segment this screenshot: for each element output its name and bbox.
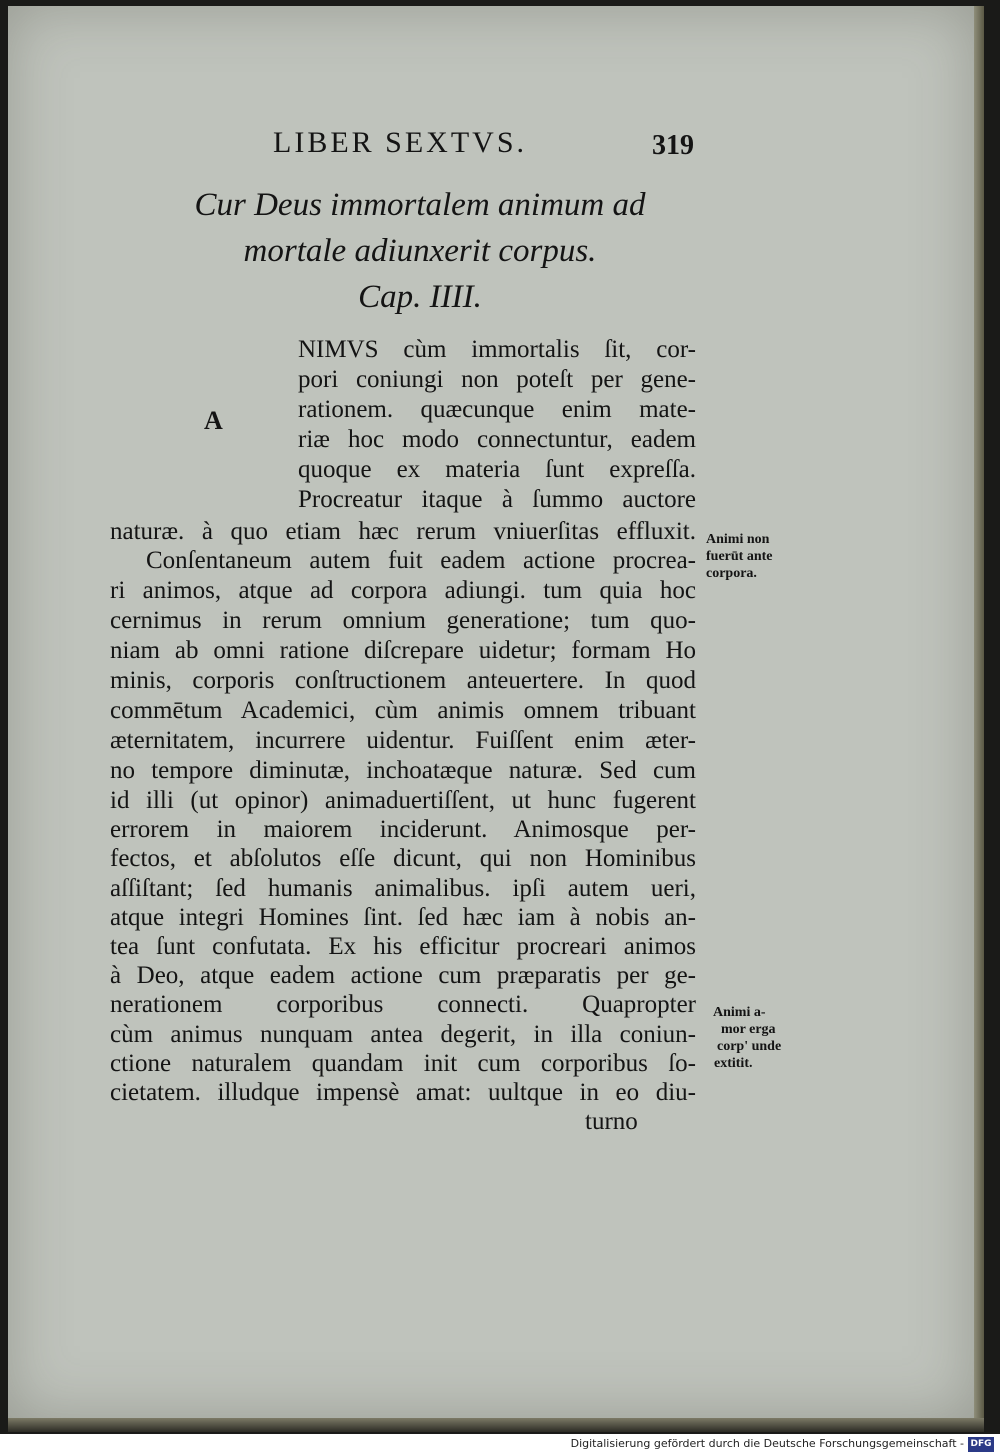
page-bottom-edge [8,1418,984,1432]
margin-note [706,531,773,582]
text-line: cùm animus nunquam antea degerit, in illa coniun- [110,1021,696,1048]
chapter-title [150,182,690,320]
text-line: riæ hoc modo connectuntur, eadem [298,426,696,453]
chapter-title-line: mortale adiunxerit corpus. [243,233,597,269]
text-line: æternitatem, incurrere uidentur. Fuiſſent enim æter- [110,727,696,754]
text-line: errorem in maiorem inciderunt. Animosque per- [110,816,696,843]
text-line: minis, corporis conſtructionem anteuertere. In quod [110,667,696,694]
text-line: ctione naturalem quandam init cum corporibus ſo- [110,1050,696,1077]
margin-note-line: corpora. [706,566,757,581]
text-line: naturæ. à quo etiam hæc rerum vniuerſitas effluxit. [110,518,696,545]
text-line: Conſentaneum autem fuit eadem actione procrea- [146,547,696,574]
text-line: commētum Academici, cùm animis omnem tribuant [110,697,696,724]
text-line: no tempore diminutæ, inchoatæque naturæ. Sed cum [110,757,696,784]
text-line: quoque ex materia ſunt expreſſa. [298,456,696,483]
text-line: cietatem. illudque impensè amat: uultque in eo diu- [110,1079,696,1106]
text-line: NIMVS cùm immortalis ſit, cor- [298,336,696,363]
text-line: aſſiſtant; ſed humanis animalibus. ipſi autem ueri, [110,875,696,902]
running-head: LIBER SEXTVS. [273,126,528,159]
margin-note-line: extitit. [714,1056,753,1071]
drop-initial: A [204,406,223,435]
text-line: atque integri Homines ſint. ſed hæc iam à nobis an- [110,904,696,931]
margin-note-line: Animi a- [713,1005,766,1020]
chapter-title-line: Cur Deus immortalem animum ad [194,187,646,223]
text-line: Procreatur itaque à ſummo auctore [298,486,696,513]
digitization-footer [0,1434,1000,1456]
page-edge [974,6,984,1418]
text-line: id illi (ut opinor) animaduertiſſent, ut hunc fugerent [110,787,696,814]
text-line: pori coniungi non poteſt per gene- [298,366,696,393]
funding-credit: Digitalisierung gefördert durch die Deutsche Forschungsgemeinschaft - [570,1437,964,1450]
text-line: à Deo, atque eadem actione cum præparatis per ge- [110,962,696,989]
text-line: nerationem corporibus connecti. Quapropter [110,991,696,1018]
margin-note-line: mor erga [721,1022,776,1037]
text-line: niam ab omni ratione diſcrepare uidetur; formam Ho [110,637,696,664]
margin-note-line: corp' unde [717,1039,782,1054]
page-number: 319 [652,130,694,161]
text-line: tea ſunt confutata. Ex his efficitur procreari animos [110,933,696,960]
text-line: fectos, et abſolutos eſſe dicunt, qui non Hominibus [110,845,696,872]
text-line: rationem. quæcunque enim mate- [298,396,696,423]
margin-note-line: fuerūt ante [706,549,773,564]
text-line: ri animos, atque ad corpora adiungi. tum quia hoc [110,577,696,604]
chapter-number: Cap. IIII. [358,279,482,315]
dfg-logo: DFG [968,1437,994,1452]
margin-note-line: Animi non [706,532,770,547]
margin-note [713,1004,781,1072]
text-line: cernimus in rerum omnium generatione; tum quo- [110,607,696,634]
catchword: turno [585,1108,638,1135]
